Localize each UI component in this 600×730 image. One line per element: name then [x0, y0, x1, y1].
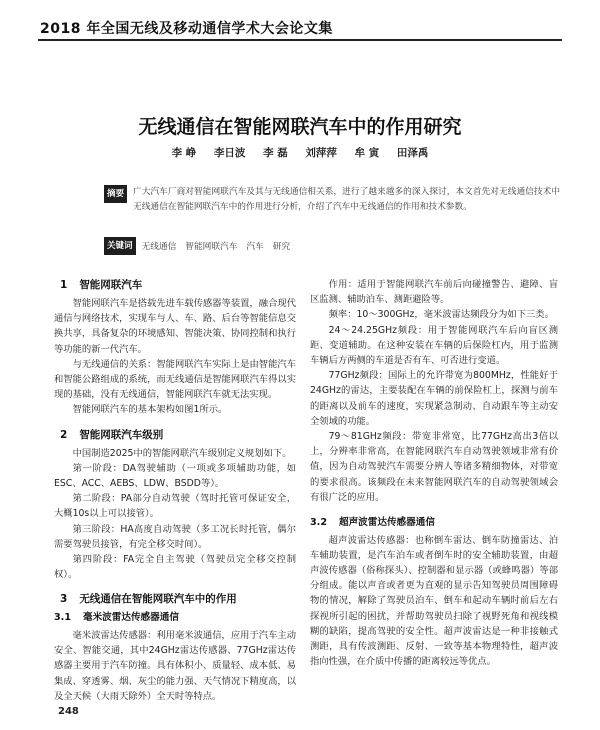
section-number: 2	[60, 428, 68, 441]
paper-title: 无线通信在智能网联汽车中的作用研究	[138, 116, 462, 138]
author: 牟 寅	[354, 147, 380, 159]
abstract-label: 摘要	[104, 185, 127, 203]
subsection-heading	[54, 610, 296, 626]
author: 李 磊	[263, 147, 288, 159]
author-list	[0, 145, 600, 160]
keyword: 无线通信	[141, 242, 177, 252]
proceedings-title: 2018 年全国无线及移动通信学术大会论文集	[40, 21, 333, 37]
running-header	[40, 18, 333, 38]
section-title: 智能网联汽车级别	[79, 428, 164, 441]
body-paragraph: 毫米波雷达传感器：利用毫米波通信，应用于汽车主动安全、智能交通，其中24GHz雷达传感器、77GHz雷达传感器主要用于汽车防撞。具有体积小、质量轻、成本低、易集成、穿透雾、烟、灰尘的能力强、天气情况下精度高，以及全天候（大雨天除外）全天时等特点。	[54, 629, 296, 702]
body-paragraph: 第三阶段：HA高度自动驾驶（多工况长时托管，偶尔需要驾驶员接管，有完全移交时间）。	[54, 523, 296, 550]
keyword: 智能网联汽车	[185, 242, 238, 252]
author: 李日波	[213, 147, 246, 159]
section-heading	[54, 591, 296, 608]
keywords	[104, 237, 560, 255]
section-title: 智能网联汽车	[79, 279, 143, 291]
body-paragraph: 智能网联汽车的基本架构如图1所示。	[72, 404, 228, 416]
section-number: 3	[60, 593, 68, 606]
author: 刘萍萍	[305, 147, 337, 159]
keywords-label: 关键词	[104, 237, 136, 255]
subsection-title: 毫米波雷达传感器通信	[83, 612, 179, 624]
left-column	[54, 277, 296, 704]
body-paragraph: 智能网联汽车是搭载先进车载传感器等装置，融合现代通信与网络技术，实现车与人、车、路、后台等智能信息交换共享，具备复杂的环境感知、智能决策、协同控制和执行等功能的新一代汽车。	[54, 298, 296, 355]
keyword: 汽车	[246, 242, 264, 252]
body-paragraph: 77GHz频段：国际上的允许带宽为800MHz，性能好于24GHz的雷达，主要装配在车辆的前保险杠上，探测与前车的距离以及前车的速度，实现紧急制动、自动跟车等主动安全领域的功能。	[310, 370, 558, 427]
abstract	[104, 185, 560, 215]
right-column	[310, 277, 558, 669]
body-paragraph: 第四阶段：FA完全自主驾驶（驾驶员完全移交控制权）。	[54, 554, 296, 581]
body-paragraph: 与无线通信的关系：智能网联汽车实际上是由智能汽车和智能公路组成的系统，而无线通信是智能网联汽车得以实现的基础，没有无线通信，智能网联汽车就无法实现。	[54, 358, 296, 401]
body-paragraph: 频率：10～300GHz，毫米波雷达频段分为如下三类。	[328, 309, 554, 321]
section-number: 1	[60, 279, 68, 291]
subsection-heading	[310, 515, 558, 531]
body-paragraph: 中国制造2025中的智能网联汽车级别定义规划如下。	[72, 447, 292, 459]
section-title: 无线通信在智能网联汽车中的作用	[79, 593, 237, 606]
author: 李 峥	[171, 147, 197, 159]
subsection-title: 超声波雷达传感器通信	[339, 517, 435, 529]
section-heading	[54, 427, 296, 444]
body-paragraph: 24～24.25GHz频段：用于智能网联汽车后向盲区测距、变道辅助。在这种安装在车辆的后保险杠内，用于监测车辆后方两侧的车道是否有车、可否进行变道。	[310, 324, 558, 367]
body-paragraph: 79～81GHz频段：带宽非常宽，比77GHz高出3倍以上，分辨率非常高，在智能网联汽车自动驾驶领域非常有价值，因为自动驾驶汽车需要分辨人等诸多精细物体，对带宽的要求很高。该频段在未来智能网联汽车的自动驾驶领域会有很广泛的应用。	[310, 431, 558, 503]
body-paragraph: 作用：适用于智能网联汽车前后向碰撞警告、避障、盲区监测、辅助泊车、测距避险等。	[310, 279, 558, 306]
subsection-number: 3.2	[310, 517, 327, 529]
header-rule	[38, 39, 562, 41]
subsection-number: 3.1	[54, 612, 71, 624]
section-heading	[54, 277, 296, 294]
abstract-text: 广大汽车厂商对智能网联汽车及其与无线通信相关系，进行了越来越多的深入探讨，本文首先对无线通信技术中无线通信在智能网联汽车中的作用进行分析，介绍了汽车中无线通信的作用和技术参数。	[133, 187, 560, 212]
body-paragraph: 第二阶段：PA部分自动驾驶（驾时托管可保证安全，大概10s以上可以接管）。	[54, 493, 296, 520]
author: 田泽禹	[396, 147, 429, 159]
keyword: 研究	[272, 242, 291, 252]
page-number: 248	[58, 706, 79, 717]
body-paragraph: 第一阶段：DA驾驶辅助（一项或多项辅助功能，如ESC、ACC、AEBS、LDW、BSDD等）。	[54, 462, 296, 490]
body-paragraph: 超声波雷达传感器：也称倒车雷达、倒车防撞雷达、泊车辅助装置，是汽车泊车或者倒车时的安全辅助装置，由超声波传感器（俗称探头）、控制器和显示器（或蜂鸣器）等部分组成。能以声音或者更为直观的显示告知驾驶员周围障碍物的情况，解除了驾驶员泊车、倒车和起动车辆时前后左右探视所引起的困扰，并帮助驾驶员扫除了视野死角和视线模糊的缺陷，提高驾驶的安全性。超声波雷达是一种非接触式测距，具有传波测距、反射、一致等基本物理特性，超声波指向性强，在介质中传播的距离较远等优点。	[310, 534, 558, 668]
